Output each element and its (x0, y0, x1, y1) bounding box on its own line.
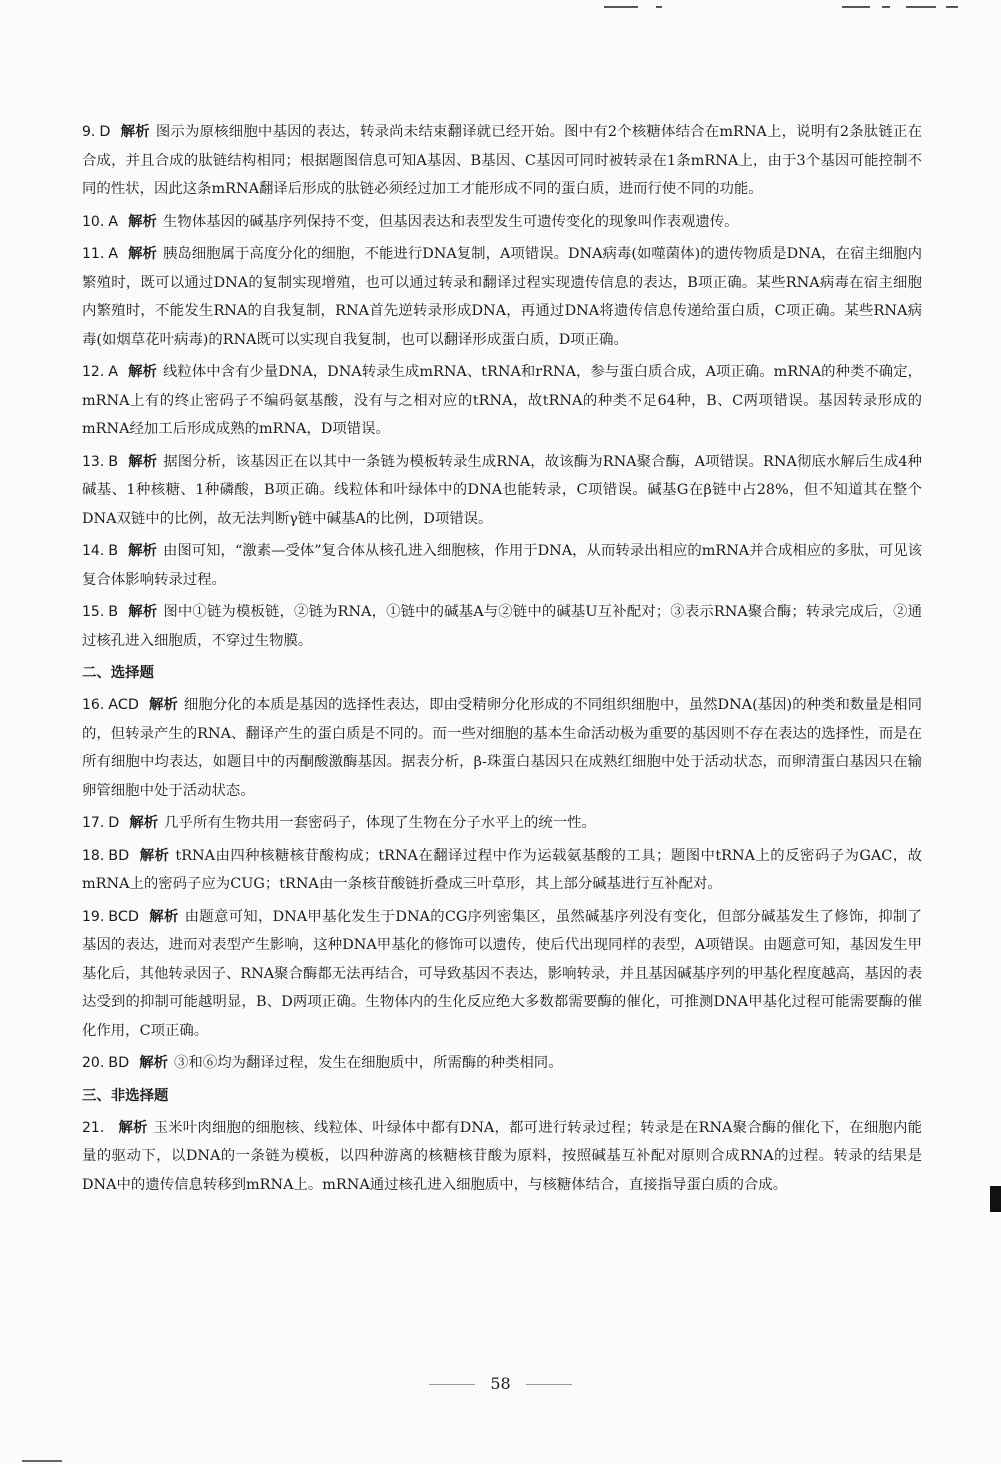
answer-choice: BD (108, 1055, 130, 1071)
answers-group-b (82, 691, 922, 1078)
answer-number: 15. (82, 604, 105, 620)
answer-number: 14. (82, 543, 105, 559)
answer-choice: BCD (108, 908, 140, 925)
answer-label: 解析 (139, 1055, 169, 1071)
answer-number: 16. (82, 697, 105, 713)
answer-choice: A (108, 213, 119, 230)
answer-number: 12. (82, 364, 105, 380)
answer-item (82, 208, 922, 237)
answer-item (82, 1114, 922, 1200)
answer-label: 解析 (128, 453, 158, 470)
answer-number: 11. (82, 246, 105, 262)
answer-explanation: 由题意可知，DNA甲基化发生于DNA的CG序列密集区，虽然碱基序列没有变化，但部分碱基发生了修饰，抑制了基因的表达，进而对表型产生影响，这种DNA甲基化的修饰可以遗传，使后代出现同样的表型，A项错误。由题意可知，基因发生甲基化后，其他转录因子、RNA聚合酶都无法再结合，可导致基因不表达，影响转录，并且基因碱基序列的甲基化程度越高，基因的表达受到的抑制可能越明显，B、D两项正确。生物体内的生化反应绝大多数都需要酶的催化，可推测DNA甲基化过程可能需要酶的催化作用，C项正确。 (82, 908, 922, 1039)
answers-group-c (82, 1114, 922, 1200)
answer-item (82, 598, 922, 655)
answer-item (82, 842, 922, 899)
answers-group-a (82, 118, 922, 655)
answer-explanation: ③和⑥均为翻译过程，发生在细胞质中，所需酶的种类相同。 (174, 1055, 563, 1071)
answer-item (82, 903, 922, 1046)
answer-explanation: 玉米叶肉细胞的细胞核、线粒体、叶绿体中都有DNA，都可进行转录过程；转录是在RNA聚合酶的催化下，在细胞内能量的驱动下，以DNA的一条链为模板，以四种游离的核糖核苷酸为原料，按照碱基互补配对原则合成RNA的过程。转录的结果是DNA中的遗传信息转移到mRNA上。mRNA通过核孔进入细胞质中，与核糖体结合，直接指导蛋白质的合成。 (82, 1119, 922, 1193)
footer-dash-right (526, 1384, 572, 1385)
answer-explanation: 几乎所有生物共用一套密码子，体现了生物在分子水平上的统一性。 (164, 815, 596, 831)
answer-item (82, 691, 922, 805)
answer-item (82, 240, 922, 354)
answer-number: 18. (82, 847, 105, 864)
answer-label: 解析 (128, 246, 157, 262)
answer-item (82, 1049, 922, 1078)
answer-label: 解析 (149, 908, 179, 925)
answer-number: 20. (82, 1055, 105, 1071)
page-number: 58 (490, 1374, 511, 1393)
bottom-scan-line (22, 1460, 62, 1462)
answer-item (82, 358, 922, 444)
answer-number: 17. (82, 815, 105, 831)
answer-number: 9. (82, 124, 96, 140)
answer-explanation: 图示为原核细胞中基因的表达，转录尚未结束翻译就已经开始。图中有2个核糖体结合在mRNA上，说明有2条肽链正在合成，并且合成的肽链结构相同；根据题图信息可知A基因、B基因、C基因可同时被转录在1条mRNA上，由于3个基因可能控制不同的性状，因此这条mRNA翻译后形成的肽链必须经过加工才能形成不同的蛋白质，进而行使不同的功能。 (82, 124, 922, 197)
answer-label: 解析 (128, 604, 158, 620)
answer-explanation: 图中①链为模板链，②链为RNA，①链中的碱基A与②链中的碱基U互补配对；③表示RNA聚合酶；转录完成后，②通过核孔进入细胞质，不穿过生物膜。 (82, 604, 922, 649)
answer-choice: B (108, 604, 119, 620)
answer-explanation: 线粒体中含有少量DNA，DNA转录生成mRNA、tRNA和rRNA，参与蛋白质合成，A项正确。mRNA的种类不确定，mRNA上有的终止密码子不编码氨基酸，没有与之相对应的tRNA，故tRNA的种类不足64种，B、C两项错误。基因转录形成的mRNA经加工后形成成熟的mRNA，D项错误。 (82, 364, 922, 437)
footer-dash-left (429, 1384, 475, 1385)
answer-label: 解析 (129, 815, 159, 831)
answer-choice: D (99, 124, 111, 140)
answer-label: 解析 (128, 213, 157, 230)
answer-choice: B (108, 453, 119, 470)
answer-choice: A (108, 246, 119, 262)
answer-item (82, 809, 922, 838)
section-heading-3: 三、非选择题 (82, 1087, 169, 1104)
answer-explanation: 细胞分化的本质是基因的选择性表达，即由受精卵分化形成的不同组织细胞中，虽然DNA(基因)的种类和数量是相同的，但转录产生的RNA、翻译产生的蛋白质是不同的。而一些对细胞的基本生命活动极为重要的基因则不存在表达的选择性，而是在所有细胞中均表达，如题目中的丙酮酸激酶基因。据表分析，β-珠蛋白基因只在成熟红细胞中处于活动状态，而卵清蛋白基因只在输卵管细胞中处于活动状态。 (82, 697, 922, 799)
section-heading-2: 二、选择题 (82, 665, 154, 681)
answer-explanation: 由图可知，“激素—受体”复合体从核孔进入细胞核，作用于DNA，从而转录出相应的mRNA并合成相应的多肽，可见该复合体影响转录过程。 (82, 543, 922, 588)
answer-label: 解析 (139, 847, 170, 864)
page-footer (0, 1374, 1001, 1393)
answer-explanation: tRNA由四种核糖核苷酸构成；tRNA在翻译过程中作为运载氨基酸的工具；题图中tRNA上的反密码子为GAC，故mRNA上的密码子应为CUG；tRNA由一条核苷酸链折叠成三叶草形，其上部分碱基进行互补配对。 (82, 847, 922, 892)
edge-mark (990, 1186, 1001, 1212)
answer-item (82, 118, 922, 204)
answer-item (82, 537, 922, 594)
answer-number: 19. (82, 908, 105, 925)
answer-choice: D (108, 815, 120, 831)
answer-explanation: 据图分析，该基因正在以其中一条链为模板转录生成RNA，故该酶为RNA聚合酶，A项错误。RNA彻底水解后生成4种碱基、1种核糖、1种磷酸，B项正确。线粒体和叶绿体中的DNA也能转录，C项错误。碱基G在β链中占28%，但不知道其在整个DNA双链中的比例，故无法判断γ链中碱基A的比例，D项错误。 (82, 453, 922, 527)
answer-number: 10. (82, 213, 105, 230)
answer-label: 解析 (128, 543, 157, 559)
answer-explanation: 胰岛细胞属于高度分化的细胞，不能进行DNA复制，A项错误。DNA病毒(如噬菌体)的遗传物质是DNA，在宿主细胞内繁殖时，既可以通过DNA的复制实现增殖，也可以通过转录和翻译过程实现遗传信息的表达，B项正确。某些RNA病毒在宿主细胞内繁殖时，不能发生RNA的自我复制，RNA首先逆转录形成DNA，再通过DNA将遗传信息传递给蛋白质，C项正确。某些RNA病毒(如烟草花叶病毒)的RNA既可以实现自我复制，也可以翻译形成蛋白质，D项正确。 (82, 246, 922, 348)
answer-item (82, 448, 922, 534)
answer-choice: B (108, 543, 119, 559)
answer-choice: BD (108, 847, 130, 864)
answer-choice: ACD (108, 697, 139, 713)
answer-explanation: 生物体基因的碱基序列保持不变，但基因表达和表型发生可遗传变化的现象叫作表观遗传。 (162, 213, 739, 230)
answer-label: 解析 (118, 1119, 148, 1136)
answer-choice: A (108, 364, 119, 380)
answer-label: 解析 (149, 697, 178, 713)
answer-number: 21. (82, 1119, 105, 1136)
answer-number: 13. (82, 453, 105, 470)
answer-page (82, 118, 922, 1203)
answer-label: 解析 (128, 364, 157, 380)
answer-label: 解析 (120, 124, 150, 140)
top-scan-marks (0, 6, 1001, 12)
